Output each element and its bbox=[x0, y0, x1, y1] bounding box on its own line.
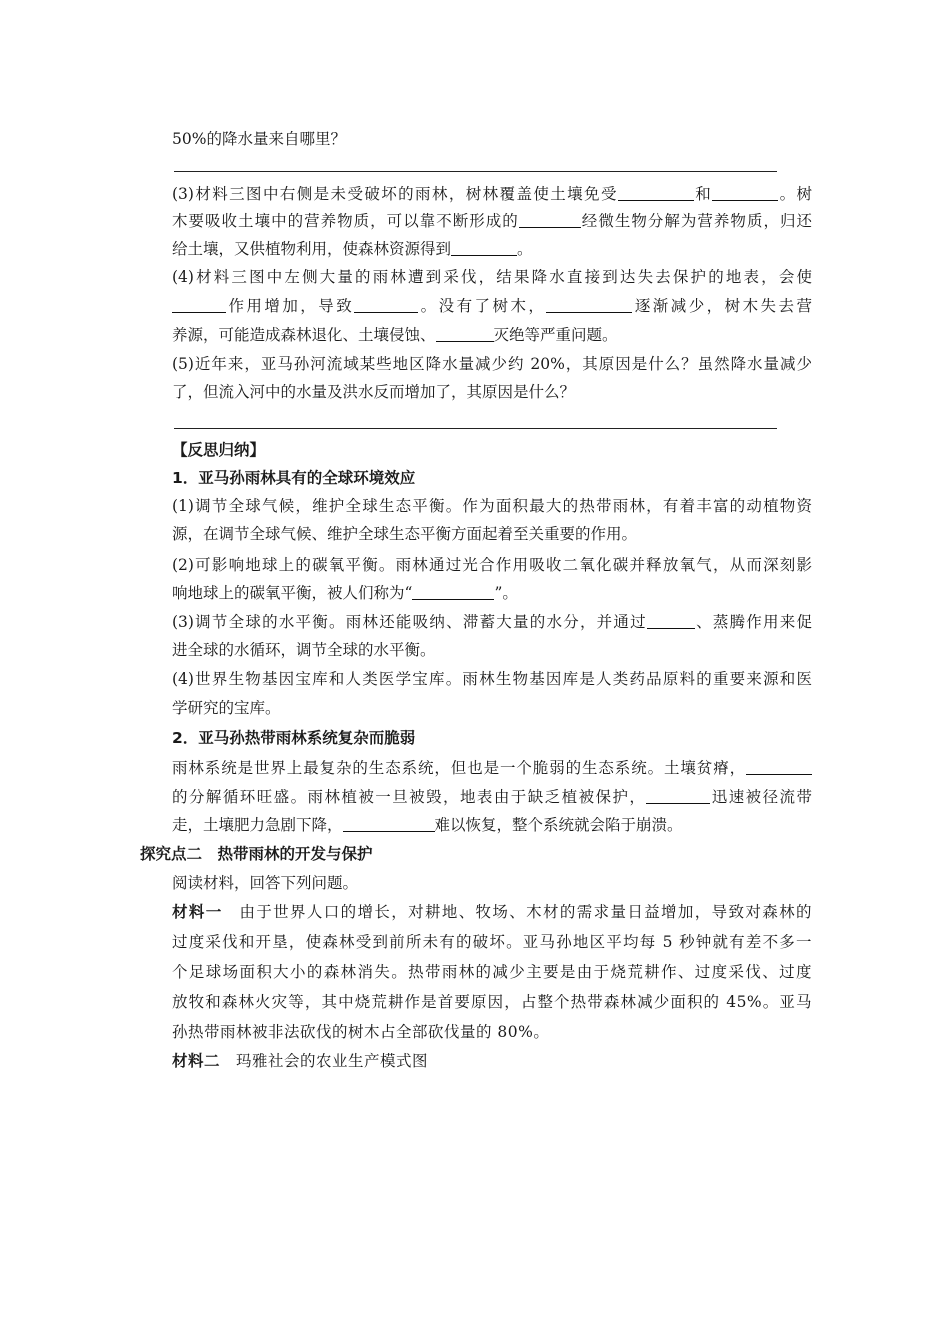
material-1-line-5: 孙热带雨林被非法砍伐的树木占全部砍伐量的 80%。 bbox=[172, 1023, 550, 1041]
fill-blank[interactable] bbox=[712, 185, 778, 201]
material-2-line: 材料二 玛雅社会的农业生产模式图 bbox=[172, 1052, 429, 1070]
reflect-1-3-line-2: 进全球的水循环，调节全球的水平衡。 bbox=[172, 641, 436, 659]
question-4-line-2: 作用增加，导致 。没有了树木， 逐渐减少，树木失去营 bbox=[172, 293, 812, 319]
question-5-line-1: (5)近年来，亚马孙河流域某些地区降水量减少约 20%，其原因是什么？虽然降水量减少 bbox=[172, 355, 812, 373]
question-3-line-2: 木要吸收土壤中的营养物质，可以靠不断形成的 经微生物分解为营养物质，归还 bbox=[172, 212, 812, 230]
material-1-line-3: 个足球场面积大小的森林消失。热带雨林的减少主要是由于烧荒耕作、过度采伐、过度 bbox=[172, 963, 812, 981]
reflect-1-4-line-2: 学研究的宝库。 bbox=[172, 699, 281, 717]
answer-line[interactable] bbox=[174, 171, 777, 172]
material-1-label: 材料一 bbox=[172, 903, 223, 921]
fill-blank[interactable] bbox=[343, 816, 435, 832]
fill-blank[interactable] bbox=[412, 584, 494, 600]
reflect-1-2-line-2: 响地球上的碳氧平衡，被人们称为“ ”。 bbox=[172, 584, 518, 602]
question-2-tail: 50%的降水量来自哪里？ bbox=[172, 130, 346, 148]
question-4-line-3: 养源，可能造成森林退化、土壤侵蚀、 灭绝等严重问题。 bbox=[172, 326, 618, 344]
reflect-1-1-line-1: (1)调节全球气候，维护全球生态平衡。作为面积最大的热带雨林，有着丰富的动植物资 bbox=[172, 497, 812, 515]
reflect-2-line-1: 雨林系统是世界上最复杂的生态系统，但也是一个脆弱的生态系统。土壤贫瘠， bbox=[172, 755, 812, 781]
question-5-line-2: 了，但流入河中的水量及洪水反而增加了，其原因是什么？ bbox=[172, 383, 576, 401]
explore-2-title: 探究点二 热带雨林的开发与保护 bbox=[140, 845, 373, 863]
explore-2-intro: 阅读材料，回答下列问题。 bbox=[172, 874, 359, 892]
reflect-2-line-2: 的分解循环旺盛。雨林植被一旦被毁，地表由于缺乏植被保护， 迅速被径流带 bbox=[172, 788, 812, 806]
reflect-1-1-line-2: 源，在调节全球气候、维护全球生态平衡方面起着至关重要的作用。 bbox=[172, 525, 638, 543]
reflect-heading: 【反思归纳】 bbox=[172, 441, 266, 459]
reflect-1-2-line-1: (2)可影响地球上的碳氧平衡。雨林通过光合作用吸收二氧化碳并释放氧气，从而深刻影 bbox=[172, 556, 812, 574]
reflect-2-line-3: 走，土壤肥力急剧下降， 难以恢复，整个系统就会陷于崩溃。 bbox=[172, 816, 683, 834]
fill-blank[interactable] bbox=[436, 326, 494, 342]
fill-blank[interactable] bbox=[546, 297, 632, 313]
material-1-line-1: 材料一 由于世界人口的增长，对耕地、牧场、木材的需求量日益增加，导致对森林的 bbox=[172, 903, 812, 921]
answer-line[interactable] bbox=[174, 428, 777, 429]
fill-blank[interactable] bbox=[172, 297, 226, 313]
fill-blank[interactable] bbox=[746, 759, 812, 775]
material-1-line-4: 放牧和森林火灾等，其中烧荒耕作是首要原因，占整个热带森林减少面积的 45%。亚马 bbox=[172, 993, 812, 1011]
question-4-line-1: (4)材料三图中左侧大量的雨林遭到采伐，结果降水直接到达失去保护的地表，会使 bbox=[172, 268, 812, 286]
section-1-title: 1．亚马孙雨林具有的全球环境效应 bbox=[172, 469, 416, 487]
fill-blank[interactable] bbox=[647, 613, 695, 629]
reflect-1-4-line-1: (4)世界生物基因宝库和人类医学宝库。雨林生物基因库是人类药品原料的重要来源和医 bbox=[172, 670, 812, 688]
fill-blank[interactable] bbox=[618, 185, 694, 201]
reflect-1-3-line-1: (3)调节全球的水平衡。雨林还能吸纳、滞蓄大量的水分，并通过 、蒸腾作用来促 bbox=[172, 613, 812, 631]
fill-blank[interactable] bbox=[519, 212, 581, 228]
material-1-line-2: 过度采伐和开垦，使森林受到前所未有的破坏。亚马孙地区平均每 5 秒钟就有差不多一 bbox=[172, 933, 812, 951]
question-3-line-1: (3)材料三图中右侧是未受破坏的雨林，树林覆盖使土壤免受 和 。树 bbox=[172, 185, 812, 203]
fill-blank[interactable] bbox=[451, 240, 517, 256]
material-2-label: 材料二 bbox=[172, 1052, 221, 1070]
fill-blank[interactable] bbox=[354, 297, 418, 313]
section-2-title: 2．亚马孙热带雨林系统复杂而脆弱 bbox=[172, 729, 416, 747]
question-3-line-3: 给土壤，又供植物利用，使森林资源得到 。 bbox=[172, 240, 533, 258]
fill-blank[interactable] bbox=[646, 788, 710, 804]
